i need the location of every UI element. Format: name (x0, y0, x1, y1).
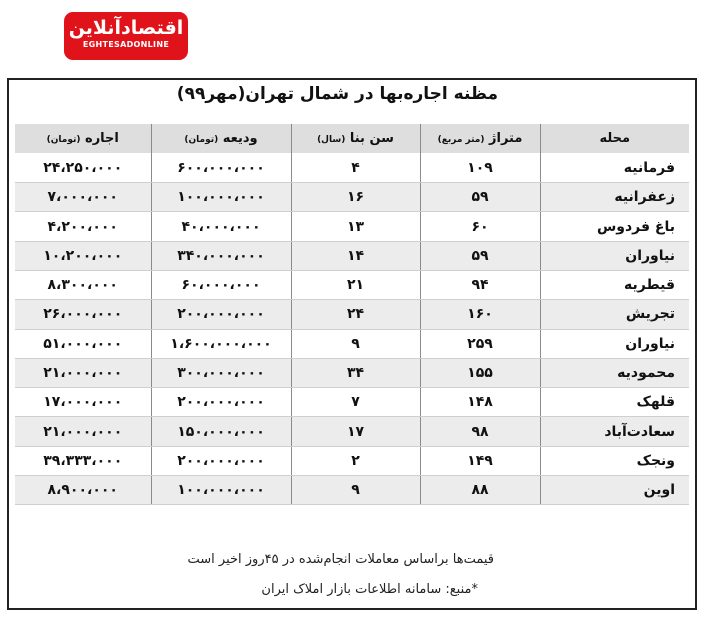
cell-neighborhood: فرمانیه (540, 153, 689, 182)
rent-table (15, 124, 689, 505)
table-row (15, 300, 689, 329)
cell-building-age: ۳۴ (291, 358, 420, 387)
cell-building-age: ۲۴ (291, 300, 420, 329)
cell-area: ۱۴۹ (420, 446, 540, 475)
table-row (15, 329, 689, 358)
footer-note: قیمت‌ها براساس معاملات انجام‌شده در ۴۵روز اخیر است (187, 552, 494, 567)
cell-deposit: ۱،۶۰۰،۰۰۰،۰۰۰ (151, 329, 291, 358)
cell-area: ۶۰ (420, 212, 540, 241)
cell-building-age: ۱۶ (291, 183, 420, 212)
cell-neighborhood: نیاوران (540, 329, 689, 358)
cell-rent: ۲۴،۲۵۰،۰۰۰ (15, 153, 151, 182)
cell-deposit: ۴۰،۰۰۰،۰۰۰ (151, 212, 291, 241)
table-row (15, 153, 689, 182)
logo-text: اقتصادآنلاین (68, 17, 184, 39)
column-header-neighborhood: محله (540, 124, 689, 153)
cell-building-age: ۱۴ (291, 241, 420, 270)
column-header-deposit: ودیعه (تومان) (151, 124, 291, 153)
table-row (15, 446, 689, 475)
cell-building-age: ۹ (291, 329, 420, 358)
cell-deposit: ۳۴۰،۰۰۰،۰۰۰ (151, 241, 291, 270)
cell-building-age: ۹ (291, 476, 420, 505)
cell-neighborhood: قیطریه (540, 270, 689, 299)
cell-rent: ۲۱،۰۰۰،۰۰۰ (15, 358, 151, 387)
table-row (15, 476, 689, 505)
cell-deposit: ۲۰۰،۰۰۰،۰۰۰ (151, 300, 291, 329)
table-row (15, 241, 689, 270)
cell-rent: ۷،۰۰۰،۰۰۰ (15, 183, 151, 212)
cell-neighborhood: سعادت‌آباد (540, 417, 689, 446)
table-row (15, 358, 689, 387)
cell-area: ۸۸ (420, 476, 540, 505)
logo-text-en: EGHTESADONLINE (82, 40, 170, 49)
cell-area: ۲۵۹ (420, 329, 540, 358)
cell-building-age: ۴ (291, 153, 420, 182)
cell-neighborhood: ونجک (540, 446, 689, 475)
cell-deposit: ۲۰۰،۰۰۰،۰۰۰ (151, 446, 291, 475)
cell-neighborhood: قلهک (540, 388, 689, 417)
page-title: مظنه اجاره‌بها در شمال تهران(مهر۹۹) (176, 84, 498, 104)
cell-deposit: ۲۰۰،۰۰۰،۰۰۰ (151, 388, 291, 417)
cell-deposit: ۱۵۰،۰۰۰،۰۰۰ (151, 417, 291, 446)
cell-rent: ۱۰،۲۰۰،۰۰۰ (15, 241, 151, 270)
cell-rent: ۳۹،۳۳۳،۰۰۰ (15, 446, 151, 475)
cell-area: ۵۹ (420, 183, 540, 212)
cell-building-age: ۲۱ (291, 270, 420, 299)
cell-rent: ۱۷،۰۰۰،۰۰۰ (15, 388, 151, 417)
column-header-building-age: سن بنا (سال) (291, 124, 420, 153)
cell-neighborhood: تجریش (540, 300, 689, 329)
column-header-area: متراژ (متر مربع) (420, 124, 540, 153)
table-row (15, 417, 689, 446)
table-row (15, 183, 689, 212)
cell-neighborhood: زعفرانیه (540, 183, 689, 212)
column-header-rent: اجاره (تومان) (15, 124, 151, 153)
cell-deposit: ۱۰۰،۰۰۰،۰۰۰ (151, 476, 291, 505)
cell-rent: ۲۱،۰۰۰،۰۰۰ (15, 417, 151, 446)
cell-rent: ۸،۹۰۰،۰۰۰ (15, 476, 151, 505)
cell-deposit: ۶۰،۰۰۰،۰۰۰ (151, 270, 291, 299)
cell-building-age: ۷ (291, 388, 420, 417)
cell-area: ۱۵۵ (420, 358, 540, 387)
brand-logo (64, 12, 188, 60)
cell-area: ۱۶۰ (420, 300, 540, 329)
cell-deposit: ۶۰۰،۰۰۰،۰۰۰ (151, 153, 291, 182)
cell-building-age: ۱۷ (291, 417, 420, 446)
cell-neighborhood: اوین (540, 476, 689, 505)
table-row (15, 270, 689, 299)
cell-area: ۱۴۸ (420, 388, 540, 417)
cell-building-age: ۲ (291, 446, 420, 475)
cell-area: ۹۸ (420, 417, 540, 446)
cell-rent: ۵۱،۰۰۰،۰۰۰ (15, 329, 151, 358)
cell-rent: ۸،۳۰۰،۰۰۰ (15, 270, 151, 299)
cell-neighborhood: محمودیه (540, 358, 689, 387)
cell-area: ۹۴ (420, 270, 540, 299)
table-row (15, 212, 689, 241)
cell-neighborhood: باغ فردوس (540, 212, 689, 241)
table-header-row (15, 124, 689, 153)
cell-building-age: ۱۳ (291, 212, 420, 241)
table-row (15, 388, 689, 417)
cell-rent: ۴،۲۰۰،۰۰۰ (15, 212, 151, 241)
cell-deposit: ۳۰۰،۰۰۰،۰۰۰ (151, 358, 291, 387)
cell-area: ۵۹ (420, 241, 540, 270)
cell-rent: ۲۶،۰۰۰،۰۰۰ (15, 300, 151, 329)
footer-source: *منبع: سامانه اطلاعات بازار املاک ایران (261, 582, 478, 597)
cell-deposit: ۱۰۰،۰۰۰،۰۰۰ (151, 183, 291, 212)
cell-area: ۱۰۹ (420, 153, 540, 182)
cell-neighborhood: نیاوران (540, 241, 689, 270)
